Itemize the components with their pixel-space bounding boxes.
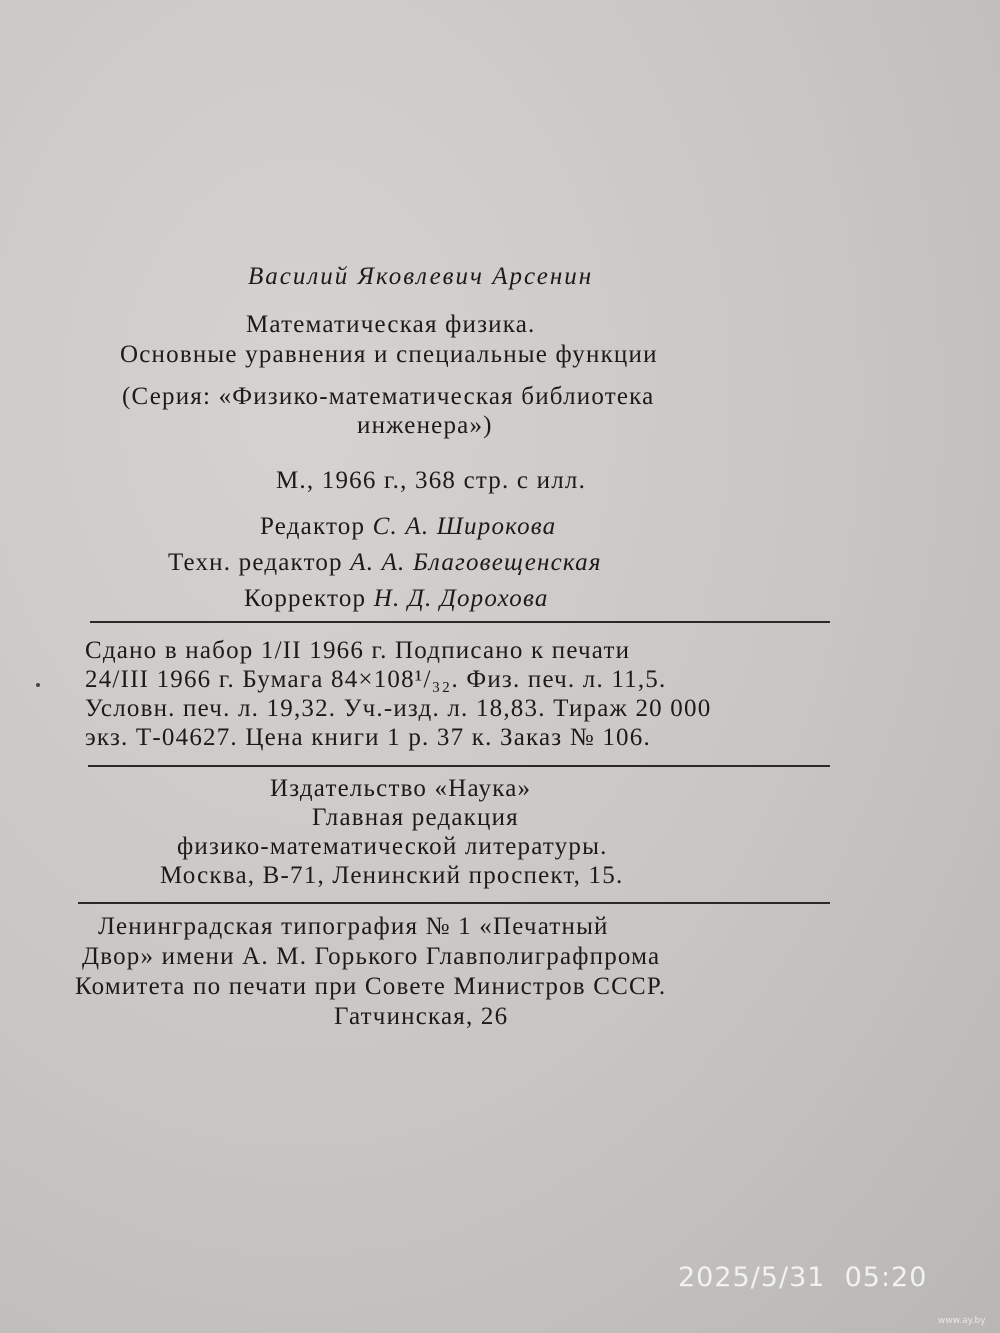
print-info-line-2: 24/III 1966 г. Бумага 84×108¹/₃₂. Физ. печ. л. 11,5.: [85, 666, 667, 693]
divider-2: [88, 765, 830, 767]
photo-timestamp: 2025/5/31 05:20: [678, 1262, 928, 1293]
printer-line-2: Двор» имени А. М. Горького Главполиграфпрома: [82, 943, 661, 970]
title-line-1: Математическая физика.: [246, 311, 536, 338]
editor-label: Редактор: [260, 513, 366, 540]
ink-speck: [36, 683, 40, 687]
author-name: Василий Яковлевич Арсенин: [248, 263, 594, 290]
publisher-line-2: Главная редакция: [312, 804, 519, 831]
publisher-line-3: физико-математической литературы.: [177, 833, 608, 860]
publisher-line-1: Издательство «Наука»: [270, 775, 532, 802]
tech-editor-credit: [168, 548, 602, 578]
series-line-2: инженера»): [357, 412, 493, 439]
print-info-line-1: Сдано в набор 1/II 1966 г. Подписано к печати: [85, 637, 631, 664]
divider-3: [78, 902, 830, 904]
divider-1: [90, 621, 830, 623]
publication-info: М., 1966 г., 368 стр. с илл.: [276, 467, 587, 494]
tech-editor-label: Техн. редактор: [168, 549, 343, 576]
publisher-line-4: Москва, В-71, Ленинский проспект, 15.: [160, 862, 624, 889]
print-info-line-3: Условн. печ. л. 19,32. Уч.-изд. л. 18,83. Тираж 20 000: [85, 695, 712, 722]
proofreader-credit: [244, 584, 549, 614]
printer-line-4: Гатчинская, 26: [334, 1003, 509, 1030]
proofreader-label: Корректор: [244, 585, 367, 612]
proofreader-name: Н. Д. Дорохова: [373, 585, 549, 612]
site-watermark: www.ay.by: [938, 1316, 986, 1326]
editor-credit: [260, 512, 556, 542]
printer-line-1: Ленинградская типография № 1 «Печатный: [98, 913, 609, 940]
series-line-1: (Серия: «Физико-математическая библиотека: [122, 383, 655, 410]
title-line-2: Основные уравнения и специальные функции: [120, 341, 658, 368]
editor-name: С. А. Широкова: [372, 513, 557, 540]
printer-line-3: Комитета по печати при Совете Министров СССР.: [75, 973, 667, 1000]
print-info-line-4: экз. Т-04627. Цена книги 1 р. 37 к. Заказ № 106.: [85, 724, 651, 751]
tech-editor-name: А. А. Благовещенская: [350, 549, 602, 576]
